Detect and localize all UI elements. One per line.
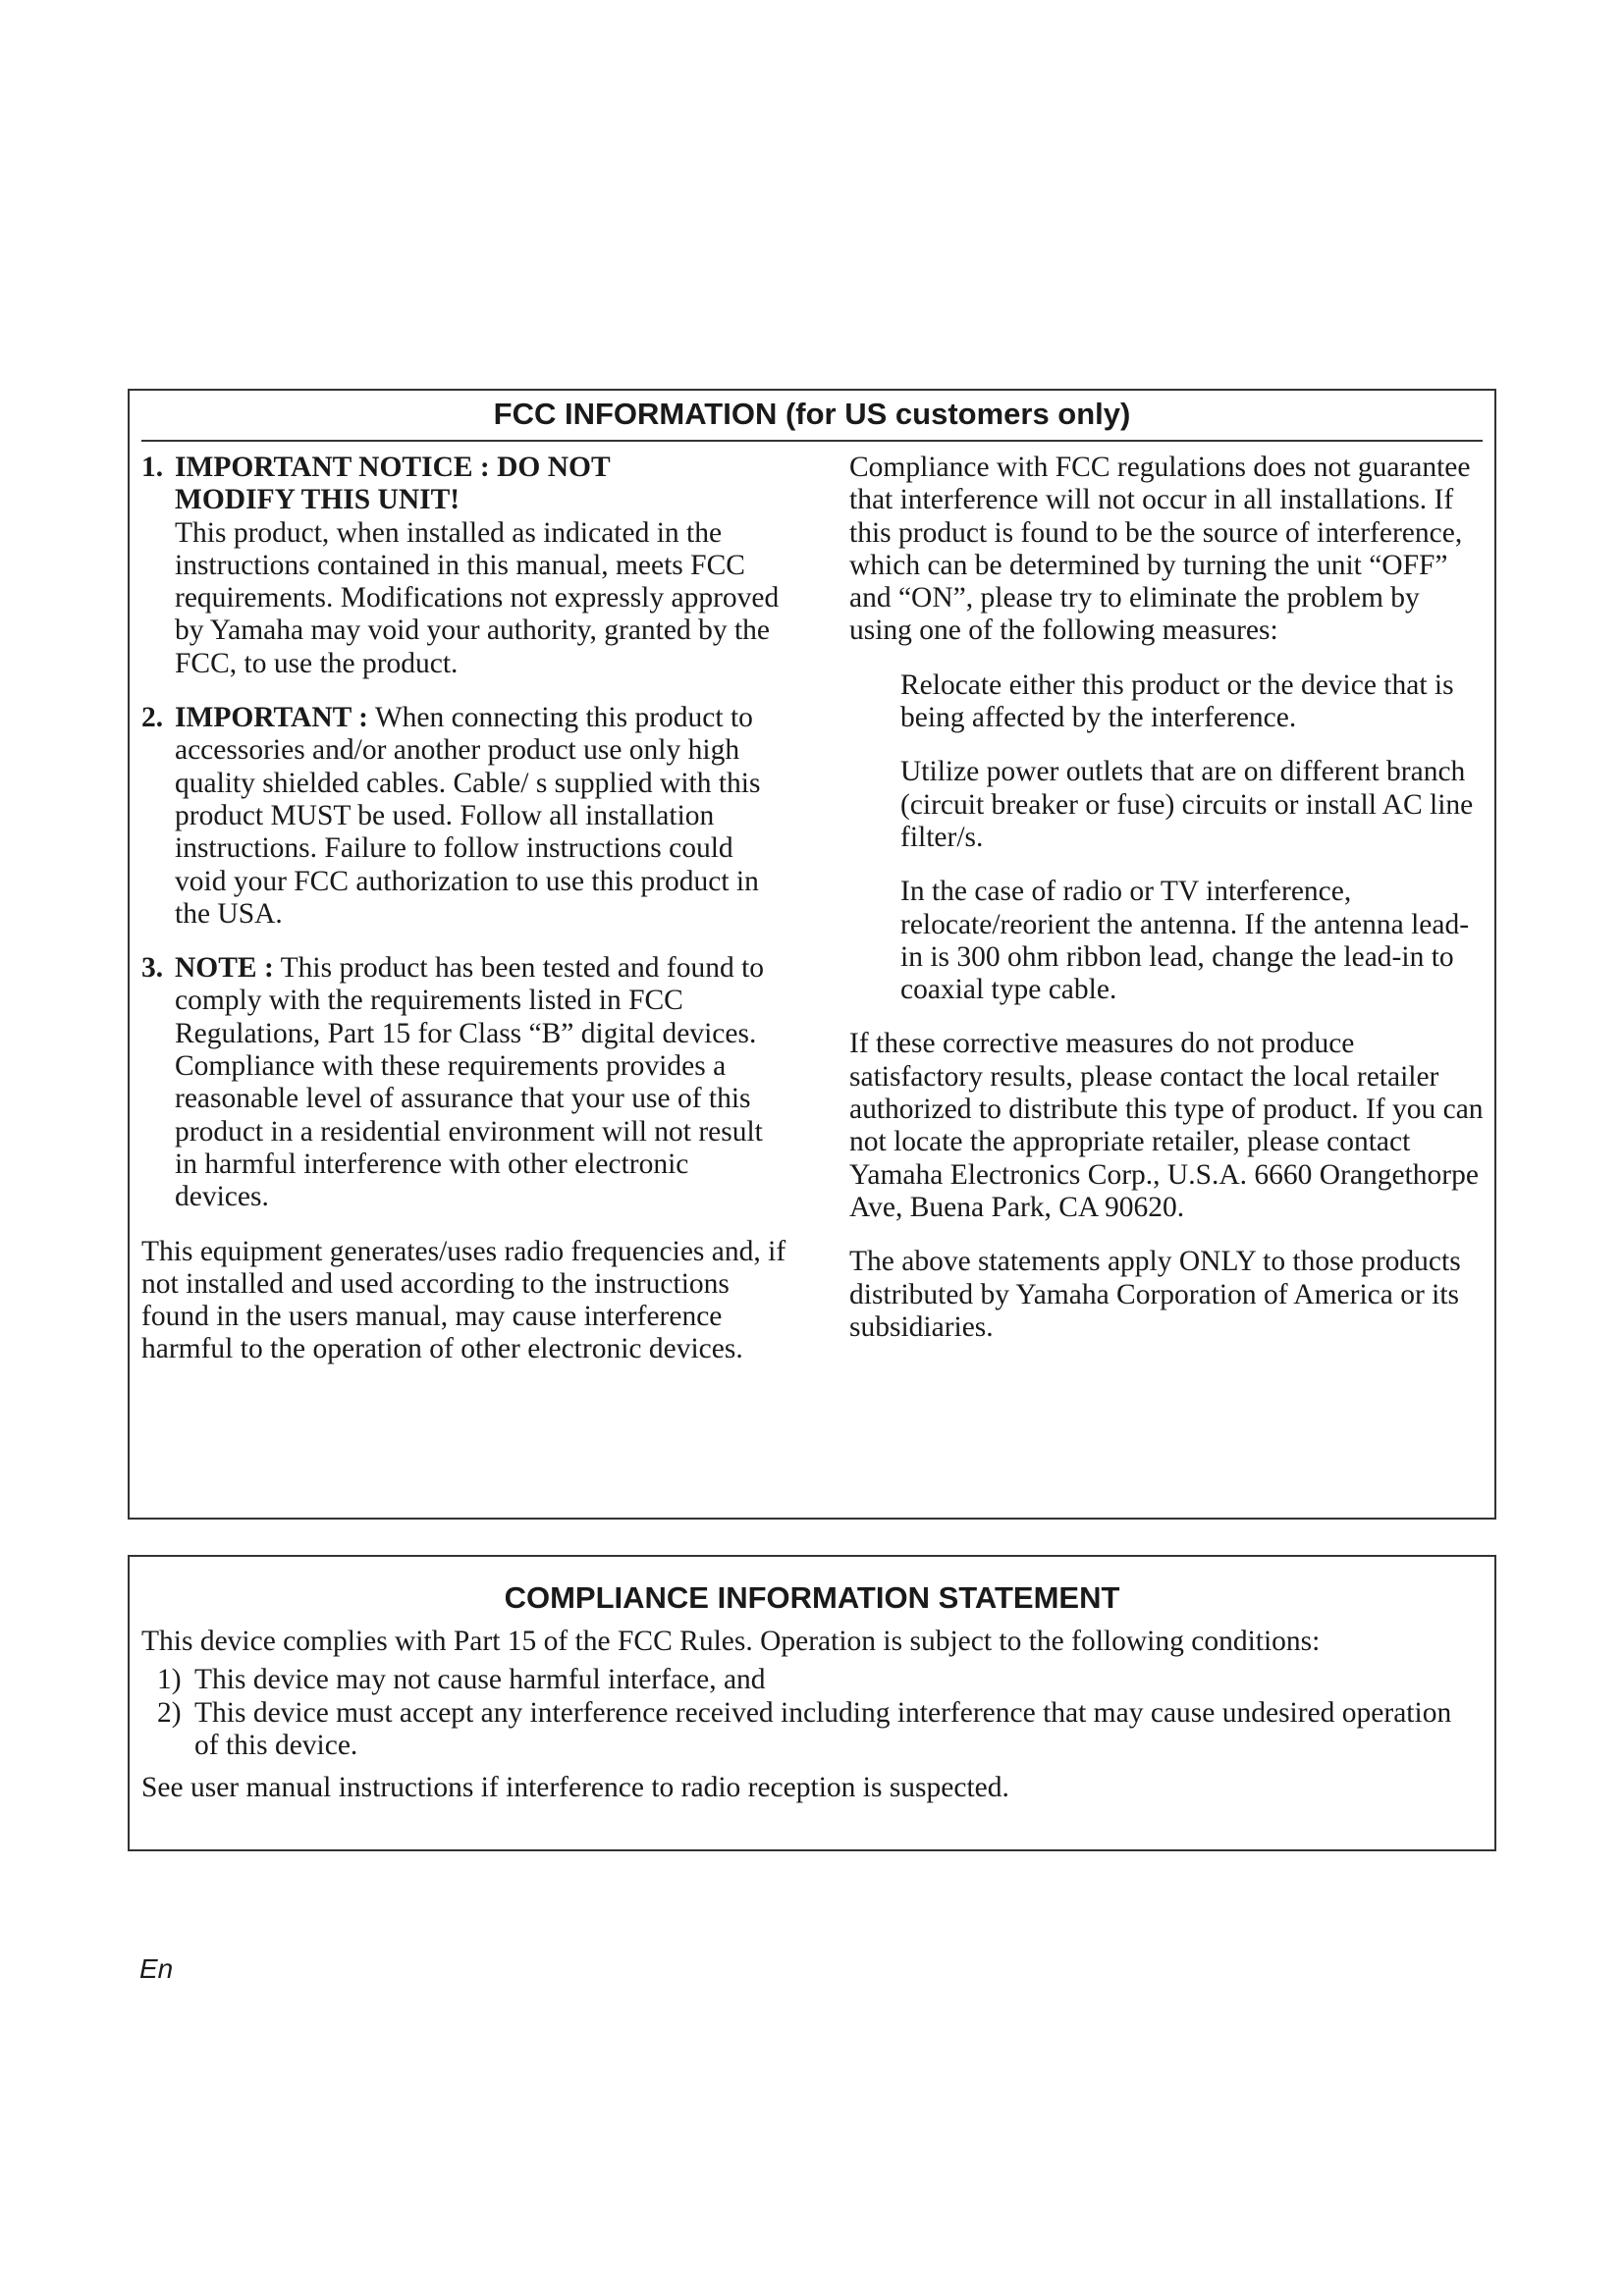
- compliance-title: COMPLIANCE INFORMATION STATEMENT: [504, 1580, 1120, 1615]
- compliance-intro: This device complies with Part 15 of the FCC Rules. Operation is subject to the following conditions:: [141, 1626, 1321, 1657]
- compliance-statement-box: [128, 1555, 1496, 1851]
- condition-number: 1): [157, 1664, 182, 1696]
- fcc-left-column: [141, 452, 789, 1388]
- fcc-right-column: [849, 452, 1489, 1365]
- notice-3-heading: NOTE :: [175, 952, 274, 985]
- notice-2-heading: IMPORTANT :: [175, 702, 368, 734]
- condition-item: [141, 1697, 1483, 1763]
- notice-2: [141, 702, 789, 931]
- notice-1-heading-line1: IMPORTANT NOTICE : DO NOT: [175, 452, 611, 483]
- compliance-footer: See user manual instructions if interference to radio reception is suspected.: [141, 1772, 1009, 1804]
- notice-2-body: When connecting this product to accessories and/or another product use only high quality shielded cables. Cable/ s supplied with this product MUST be used. Follow all installation instructions. Failure to follow instructions could void your FCC authorization to use this product in the USA.: [175, 702, 761, 930]
- condition-item: [141, 1664, 1483, 1696]
- notice-3-number: 3.: [141, 952, 164, 985]
- notice-1: [141, 452, 789, 680]
- notice-2-number: 2.: [141, 702, 164, 734]
- right-contact-paragraph: If these corrective measures do not produce satisfactory results, please contact the local retailer authorized to distribute this type of product. If you can not locate the appropriate retailer, please contact Yamaha Electronics Corp., U.S.A. 6660 Orangethorpe Ave, Buena Park, CA 90620.: [849, 1028, 1484, 1223]
- condition-text: This device must accept any interference received including interference that may cause undesired operation of this device.: [194, 1696, 1452, 1761]
- condition-number: 2): [157, 1696, 182, 1729]
- right-closing-paragraph: The above statements apply ONLY to those products distributed by Yamaha Corporation of America or its subsidiaries.: [849, 1246, 1461, 1343]
- page-language-label: En: [139, 1953, 174, 1984]
- left-closing-paragraph: This equipment generates/uses radio frequencies and, if not installed and used according to the instructions found in the users manual, may cause interference harmful to the operation of other electronic devices.: [141, 1235, 786, 1365]
- fcc-title: FCC INFORMATION (for US customers only): [493, 397, 1131, 431]
- notice-3-body: This product has been tested and found to comply with the requirements listed in FCC Regulations, Part 15 for Class “B” digital devices. Compliance with these requirements provides a reasonable level of assurance that your use of this product in a residential environment will not result in harmful interference with other electronic devices.: [175, 952, 765, 1213]
- condition-text: This device may not cause harmful interface, and: [194, 1664, 766, 1696]
- title-divider: [141, 440, 1483, 442]
- compliance-body: [141, 1626, 1483, 1804]
- compliance-conditions: [141, 1664, 1483, 1762]
- notice-1-heading-line2: MODIFY THIS UNIT!: [175, 484, 460, 516]
- notice-3: [141, 952, 789, 1213]
- measure-item: In the case of radio or TV interference, relocate/reorient the antenna. If the antenna lead-in is 300 ohm ribbon lead, change the lead-in to coaxial type cable.: [900, 876, 1470, 1006]
- measure-item: Utilize power outlets that are on different branch (circuit breaker or fuse) circuits or install AC line filter/s.: [900, 756, 1474, 853]
- fcc-information-box: [128, 389, 1496, 1520]
- notice-1-number: 1.: [141, 452, 164, 483]
- notice-1-body: This product, when installed as indicated in the instructions contained in this manual, meets FCC requirements. Modifications not expressly approved by Yamaha may void your authority, granted by the FCC, to use the product.: [175, 516, 780, 679]
- measure-item: Relocate either this product or the device that is being affected by the interference.: [900, 668, 1454, 734]
- right-intro-paragraph: Compliance with FCC regulations does not guarantee that interference will not occur in all installations. If this product is found to be the source of interference, which can be determined by turning the unit “OFF” and “ON”, please try to eliminate the problem by using one of the following measures:: [849, 452, 1471, 647]
